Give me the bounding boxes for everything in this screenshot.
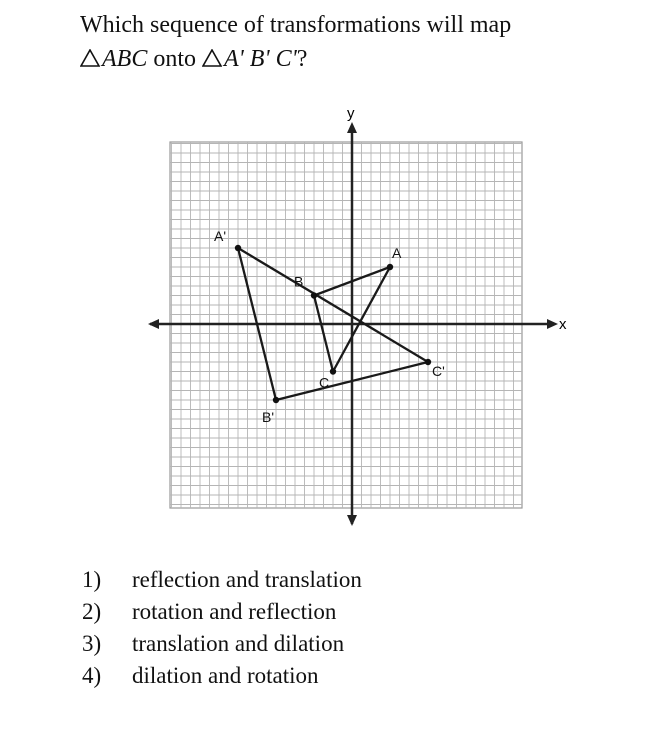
- choice-4-text: dilation and rotation: [132, 663, 319, 688]
- choice-1[interactable]: 1) reflection and translation: [82, 564, 362, 596]
- vertex-b-label: B: [294, 273, 304, 290]
- choice-3-text: translation and dilation: [132, 631, 345, 656]
- triangle-icon: [202, 49, 222, 67]
- vertex-b-prime-label: B': [262, 409, 275, 425]
- vertex-a-prime-label: A': [214, 228, 227, 244]
- coordinate-graph: [140, 100, 580, 540]
- triangle-abc-label: ABC: [102, 46, 148, 72]
- x-axis-arrow-left: [148, 319, 159, 329]
- answer-choices: [82, 564, 362, 692]
- vertex-a-point: [387, 264, 393, 270]
- choice-1-text: reflection and translation: [132, 567, 362, 592]
- choice-4[interactable]: 4) dilation and rotation: [82, 660, 362, 692]
- question-line-1: Which sequence of transformations will map: [80, 12, 512, 38]
- y-axis-arrow-down: [347, 515, 357, 526]
- onto-word: onto: [147, 46, 202, 72]
- vertex-c-label: C: [319, 374, 330, 391]
- question-mark: ?: [296, 46, 308, 72]
- y-axis-arrow-up: [347, 122, 357, 133]
- vertex-a-prime-point: [235, 245, 241, 251]
- question-line-2: [80, 42, 640, 76]
- x-axis-arrow-right: [547, 319, 558, 329]
- vertex-c-prime-point: [425, 359, 431, 365]
- vertex-b-prime-point: [273, 397, 279, 403]
- x-axis-label: x: [559, 316, 567, 333]
- vertex-a-label: A: [392, 245, 402, 261]
- vertex-c-prime-label: C': [432, 363, 445, 379]
- vertex-b-point: [311, 292, 317, 298]
- choice-2[interactable]: 2) rotation and reflection: [82, 596, 362, 628]
- y-axis-label: y: [347, 105, 355, 122]
- triangle-abc-prime-label: A' B' C': [224, 46, 297, 72]
- question: [80, 8, 640, 76]
- triangle-icon: [80, 49, 100, 67]
- choice-3[interactable]: 3) translation and dilation: [82, 628, 362, 660]
- choice-2-text: rotation and reflection: [132, 599, 337, 624]
- vertex-c-point: [330, 368, 336, 374]
